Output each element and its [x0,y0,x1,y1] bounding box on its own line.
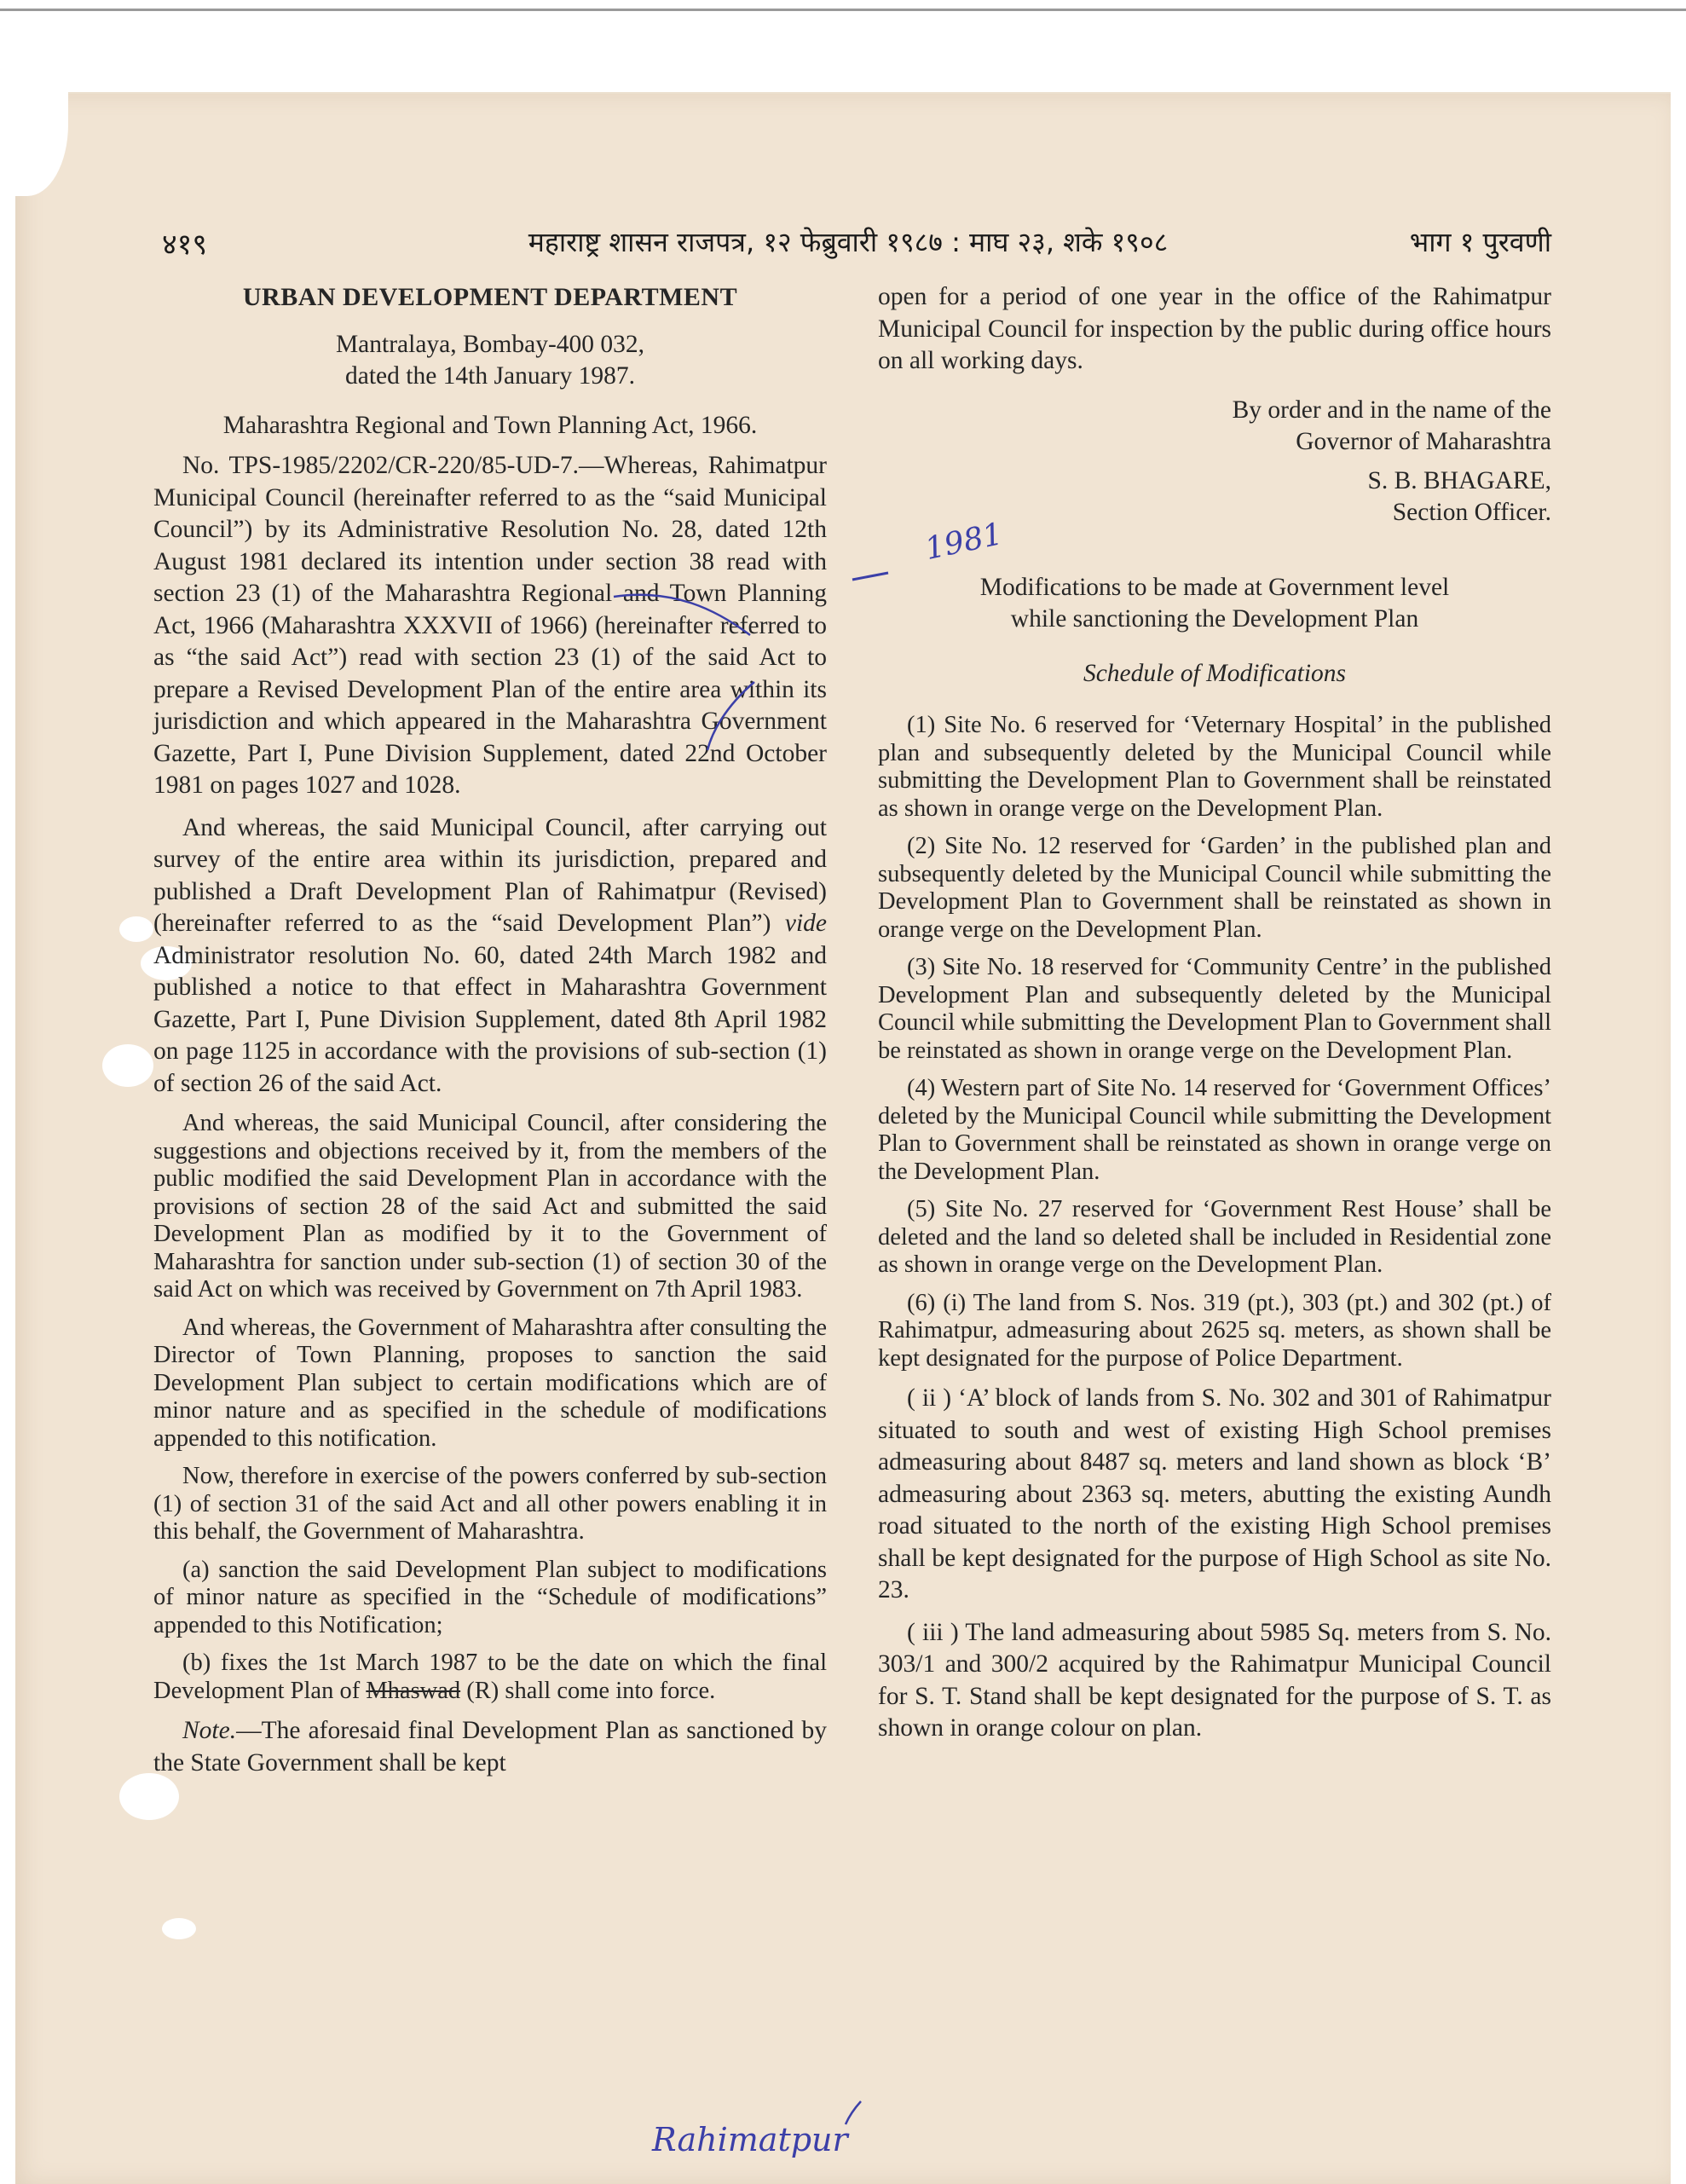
note-label: Note. [182,1717,237,1744]
gazette-title: महाराष्ट्र शासन राजपत्र, १२ फेब्रुवारी १९८७ : माघ २३, शके १९०८ [528,226,1169,258]
schedule-item: (4) Western part of Site No. 14 reserved for ‘Government Offices’ deleted by the Municipal Council while submitting the Development Plan to Government shall be reinstated as shown in orange verge on the Development Plan. [878,1075,1551,1185]
act-title: Maharashtra Regional and Town Planning Act, 1966. [222,411,758,439]
paragraph-objections: And whereas, the said Municipal Council, after considering the suggestions and objections received by it, from the members of the public modified the said Development Plan in accordance with the provisions of section 28 of the said Act and submitted the said Development Plan as modified by it to the Government of Maharashtra for sanction under sub-section (1) of section 30 of the said Act on which was received by Government on 7th April 1983. [153,1110,827,1303]
department-heading: URBAN DEVELOPMENT DEPARTMENT [242,283,738,311]
schedule-item: (6) (i) The land from S. Nos. 319 (pt.), 303 (pt.) and 302 (pt.) of Rahimatpur, admeasuring about 2625 sq. meters, as shown shall be kept designated for the purpose of Police Department. [878,1289,1551,1372]
address-line: Mantralaya, Bombay-400 032, [335,330,645,358]
signatory-name: S. B. BHAGARE, [1367,466,1551,494]
ink-stroke [846,2101,861,2124]
handwritten-place: Rahimatpur [652,2121,848,2158]
page-number: ४१९ [162,229,208,261]
schedule-item: (3) Site No. 18 reserved for ‘Community Centre’ in the published Development Plan and subsequently deleted by the Municipal Council while submitting the Development Plan to Government shall be reinstated as shown in orange verge on the Development Plan. [878,954,1551,1064]
schedule-item: ( iii ) The land admeasuring about 5985 Sq. meters from S. No. 303/1 and 300/2 acquired by the Rahimatpur Municipal Council for S. T. Stand shall be kept designated for the purpose of S. T. as shown in orange colour on plan. [878,1618,1551,1742]
schedule-item: (5) Site No. 27 reserved for ‘Government Rest House’ shall be deleted and the land so deleted shall be included in Residential zone as shown in orange verge on the Development Plan. [878,1196,1551,1278]
paragraph-text: Administrator resolution No. 60, dated 24th March 1982 and published a notice to that effect in Maharashtra Government Gazette, Part I, Pune Division Supplement, dated 8th April 1982 on page 1125 in accordance with the provisions of sub-section (1) of section 26 of the said Act. [153,941,827,1097]
schedule-item: ( ii ) ‘A’ block of lands from S. No. 302 and 301 of Rahimatpur situated to south and west of existing High School premises admeasuring about 8487 sq. meters and land shown as block ‘B’ admeasuring about 2363 sq. meters, abutting the existing Aundh road situated to the north of the existing High School premises shall be kept designated for the purpose of High School as site No. 23. [878,1384,1551,1603]
handwritten-year: 1981 [921,516,1006,568]
modifications-heading: Modifications to be made at Government level [979,573,1450,601]
paragraph-notification: No. TPS-1985/2202/CR-220/85-UD-7.—Whereas, Rahimatpur Municipal Council (hereinafter referred to as the “said Municipal Council”) by its Administrative Resolution No. 28, dated 12th August 1981 declared its intention under section 38 read with section 23 (1) of the Maharashtra Regional and Town Planning Act, 1966 (Maharashtra XXXVII of 1966) (hereinafter referred to as “the said Act”) read with section 23 (1) of the said Act to prepare a Revised Development Plan of the entire area within its jurisdiction and which appeared in the Maharashtra Government Gazette, Part I, Pune Division Supplement, dated 22nd October 1981 on pages 1027 and 1028. [153,452,827,799]
date-line: dated the 14th January 1987. [345,362,635,390]
clause-a: (a) sanction the said Development Plan subject to modifications of minor nature as specified in the “Schedule of modifications” appended to this Notification; [153,1556,827,1638]
schedule-item: (2) Site No. 12 reserved for ‘Garden’ in the published plan and subsequently deleted by the Municipal Council while submitting the Development Plan to Government shall be reinstated as shown in orange verge on the Development Plan. [878,833,1551,943]
order-line: Governor of Maharashtra [1296,428,1551,455]
signatory-designation: Section Officer. [1392,499,1551,526]
continuation-paragraph: open for a period of one year in the office of the Rahimatpur Municipal Council for inspection by the public during office hours on all working days. [878,283,1551,374]
order-line: By order and in the name of the [1232,396,1551,424]
schedule-heading: Schedule of Modifications [1083,659,1347,687]
clause-text: (R) shall come into force. [466,1677,716,1704]
struck-place-name: Mhaswad [366,1677,461,1704]
note-text: —The aforesaid final Development Plan as sanctioned by the State Government shall be kept [153,1717,827,1777]
ink-stroke [707,682,754,750]
paragraph-text: And whereas, the said Municipal Council, after carrying out survey of the entire area within its jurisdiction, prepared and published a Draft Development Plan of Rahimatpur (Revised) (hereinafter referred to as the “said Development Plan”) [153,813,827,937]
paragraph-powers: Now, therefore in exercise of the powers conferred by sub-section (1) of section 31 of the said Act and all other powers enabling it in this behalf, the Government of Maharashtra. [153,1463,827,1545]
schedule-item: (1) Site No. 6 reserved for ‘Veternary Hospital’ in the published plan and subsequently deleted by the Municipal Council while submitting the Development Plan to Government shall be reinstated as shown in orange verge on the Development Plan. [878,712,1551,822]
modifications-heading: while sanctioning the Development Plan [1010,605,1419,633]
paragraph-consultation: And whereas, the Government of Maharashtra after consulting the Director of Town Planning, proposes to sanction the said Development Plan subject to certain modifications which are of minor nature and as specified in the schedule of modifications appended to this notification. [153,1314,827,1452]
gazette-part: भाग १ पुरवणी [1409,226,1551,258]
ink-dash [852,573,888,580]
italic-word: vide [784,910,827,937]
ink-stroke [614,595,750,635]
clause-text: (b) fixes the 1st March 1987 to be the date on which the final Development Plan of [153,1650,827,1704]
